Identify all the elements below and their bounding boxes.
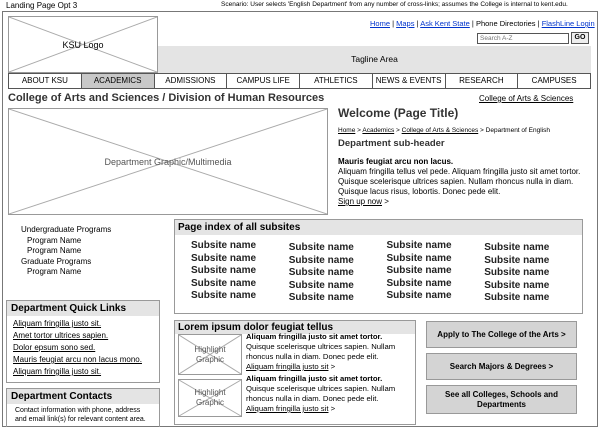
main-nav xyxy=(8,73,591,89)
page-label: Landing Page Opt 3 xyxy=(6,1,78,10)
subsite-link[interactable]: Subsite name xyxy=(484,267,550,278)
quick-links-title: Department Quick Links xyxy=(7,301,159,316)
subsite-link[interactable]: Subsite name xyxy=(386,290,452,301)
highlight-item-1: Aliquam fringilla justo sit amet tortor. Quisque scelerisque ultrices sapien. Nullam rhoncus nulla in diam. Donec pede elit. Aliquam fringilla justo sit > xyxy=(246,332,414,372)
highlight-heading: Aliquam fringilla justo sit amet tortor. xyxy=(246,374,383,383)
program-group-grad[interactable]: Graduate Programs xyxy=(21,256,92,266)
program-list xyxy=(21,225,111,278)
quick-link[interactable]: Aliquam fringilla justo sit. xyxy=(13,367,102,376)
subsite-link[interactable]: Subsite name xyxy=(386,277,452,289)
top-link-flashline[interactable]: FlashLine Login xyxy=(541,19,595,28)
nav-athletics[interactable]: ATHLETICS xyxy=(300,74,373,88)
logo-label: KSU Logo xyxy=(62,39,104,50)
subsite-link[interactable]: Subsite name xyxy=(288,267,354,278)
college-link[interactable]: College of Arts & Sciences xyxy=(479,94,574,103)
intro-block: Mauris feugiat arcu non lacus. Aliquam fringilla tellus vel pede. Aliquam fringilla justo sit amet tortor. Quisque scelerisque ultrices sapien. Nullam rhoncus nulla in diam. Quisque lacus risus, lobortis. Donec pede elit. Sign up now > xyxy=(338,157,588,207)
subsite-link[interactable]: Subsite name xyxy=(288,279,354,291)
college-header: College of Arts and Sciences / Division of Human Resources xyxy=(8,92,325,104)
subsite-link[interactable]: Subsite name xyxy=(191,277,257,289)
subsites-grid xyxy=(175,235,582,305)
nav-about[interactable]: ABOUT KSU xyxy=(9,74,82,88)
subsites-title: Page index of all subsites xyxy=(175,220,582,235)
quick-links-panel xyxy=(6,300,160,383)
quick-link[interactable]: Mauris feugiat arcu non lacus mono. xyxy=(13,355,142,364)
breadcrumb-academics[interactable]: Academics xyxy=(362,127,395,134)
breadcrumb-home[interactable]: Home xyxy=(338,127,356,134)
intro-heading: Mauris feugiat arcu non lacus. xyxy=(338,157,454,166)
quick-link[interactable]: Amet tortor ultrices sapien. xyxy=(13,331,109,340)
program-item[interactable]: Program Name xyxy=(27,267,82,276)
utility-links: Home | Maps | Ask Kent State | Phone Directories | FlashLine Login xyxy=(370,19,595,28)
top-link-ask[interactable]: Ask Kent State xyxy=(420,19,470,28)
top-link-home[interactable]: Home xyxy=(370,19,391,28)
signup-link[interactable]: Sign up now xyxy=(338,197,383,206)
logo-placeholder[interactable] xyxy=(8,16,158,73)
highlight-link[interactable]: Aliquam fringilla justo sit xyxy=(246,362,329,371)
nav-admissions[interactable]: ADMISSIONS xyxy=(155,74,228,88)
department-graphic-label: Department Graphic/Multimedia xyxy=(104,156,232,167)
subsite-link[interactable]: Subsite name xyxy=(484,254,550,266)
nav-campuses[interactable]: CAMPUSES xyxy=(531,76,577,85)
subsite-link[interactable]: Subsite name xyxy=(288,254,354,266)
highlight-item-2: Aliquam fringilla justo sit amet tortor. Quisque scelerisque ultrices sapien. Nullam rhoncus nulla in diam. Donec pede elit. Aliquam fringilla justo sit > xyxy=(246,374,414,414)
search-go-button[interactable]: GO xyxy=(571,32,589,44)
subsite-link[interactable]: Subsite name xyxy=(288,242,354,253)
quick-link[interactable]: Dolor epsum sono sed. xyxy=(13,343,96,352)
subsites-panel xyxy=(174,219,583,314)
highlight-graphic-label: Highlight Graphic xyxy=(194,344,226,364)
program-item[interactable]: Program Name xyxy=(27,246,82,255)
program-group-undergrad[interactable]: Undergraduate Programs xyxy=(21,225,112,234)
nav-research[interactable]: RESEARCH xyxy=(446,74,519,88)
contacts-text: Contact information with phone, address and email link(s) for relevant content area. xyxy=(15,407,146,423)
subsite-link[interactable]: Subsite name xyxy=(386,265,452,276)
subsite-link[interactable]: Subsite name xyxy=(484,292,550,303)
page-label-bar xyxy=(0,0,600,11)
nav-campus-life[interactable]: CAMPUS LIFE xyxy=(227,74,300,88)
tagline-text: Tagline Area xyxy=(351,54,398,64)
nav-academics[interactable]: ACADEMICS xyxy=(82,74,155,88)
highlight-graphic-2 xyxy=(178,379,242,417)
subsite-link[interactable]: Subsite name xyxy=(191,265,257,276)
subsite-link[interactable]: Subsite name xyxy=(386,252,452,264)
lorem-title: Lorem ipsum dolor feugiat tellus xyxy=(175,321,415,334)
highlight-heading: Aliquam fringilla justo sit amet tortor. xyxy=(246,332,383,341)
program-item[interactable]: Program Name xyxy=(27,235,82,245)
highlight-body: Quisque scelerisque ultrices sapien. Nullam rhoncus nulla in diam. Donec pede elit. xyxy=(246,384,396,403)
apply-college-button[interactable]: Apply to The College of the Arts > xyxy=(426,321,577,348)
scenario-text: Scenario: User selects 'English Department' from any number of cross-links; assumes the College is internal to kent.edu. xyxy=(221,1,568,8)
subsite-link[interactable]: Subsite name xyxy=(386,240,452,251)
department-graphic xyxy=(8,108,328,215)
all-colleges-button[interactable]: See all Colleges, Schools and Departments xyxy=(426,385,577,414)
subsite-link[interactable]: Subsite name xyxy=(191,290,257,301)
department-subheader: Department sub-header xyxy=(338,138,445,149)
top-link-maps[interactable]: Maps xyxy=(396,19,415,28)
subsite-link[interactable]: Subsite name xyxy=(484,242,550,253)
highlight-graphic-1 xyxy=(178,334,242,375)
breadcrumb-current: Department of English xyxy=(485,127,550,134)
tagline-area xyxy=(158,46,591,73)
contacts-panel xyxy=(6,388,160,427)
highlight-body: Quisque scelerisque ultrices sapien. Nullam rhoncus nulla in diam. Donec pede elit. xyxy=(246,342,396,361)
subsite-link[interactable]: Subsite name xyxy=(191,252,257,264)
search-majors-button[interactable]: Search Majors & Degrees > xyxy=(426,353,577,380)
subsite-link[interactable]: Subsite name xyxy=(484,279,550,291)
subsite-link[interactable]: Subsite name xyxy=(288,292,354,303)
page-title: Welcome (Page Title) xyxy=(338,106,459,120)
quick-link[interactable]: Aliquam fringilla justo sit. xyxy=(13,319,102,328)
subsite-link[interactable]: Subsite name xyxy=(191,240,257,251)
top-link-phone[interactable]: Phone Directories xyxy=(475,19,536,28)
highlight-link[interactable]: Aliquam fringilla justo sit xyxy=(246,404,329,413)
breadcrumb-college[interactable]: College of Arts & Sciences xyxy=(401,127,479,134)
breadcrumb: Home > Academics > College of Arts & Sciences > Department of English xyxy=(338,127,550,134)
nav-news-events[interactable]: NEWS & EVENTS xyxy=(373,74,446,88)
search-input[interactable] xyxy=(477,33,569,44)
highlight-graphic-label: Highlight Graphic xyxy=(194,388,226,407)
contacts-title: Department Contacts xyxy=(7,389,159,404)
intro-body: Aliquam fringilla tellus vel pede. Aliquam fringilla justo sit amet tortor. Quisque scelerisque ultrices sapien. Nullam rhoncus nulla in diam. Quisque lacus risus, lobortis. Donec pede elit. xyxy=(338,167,581,196)
